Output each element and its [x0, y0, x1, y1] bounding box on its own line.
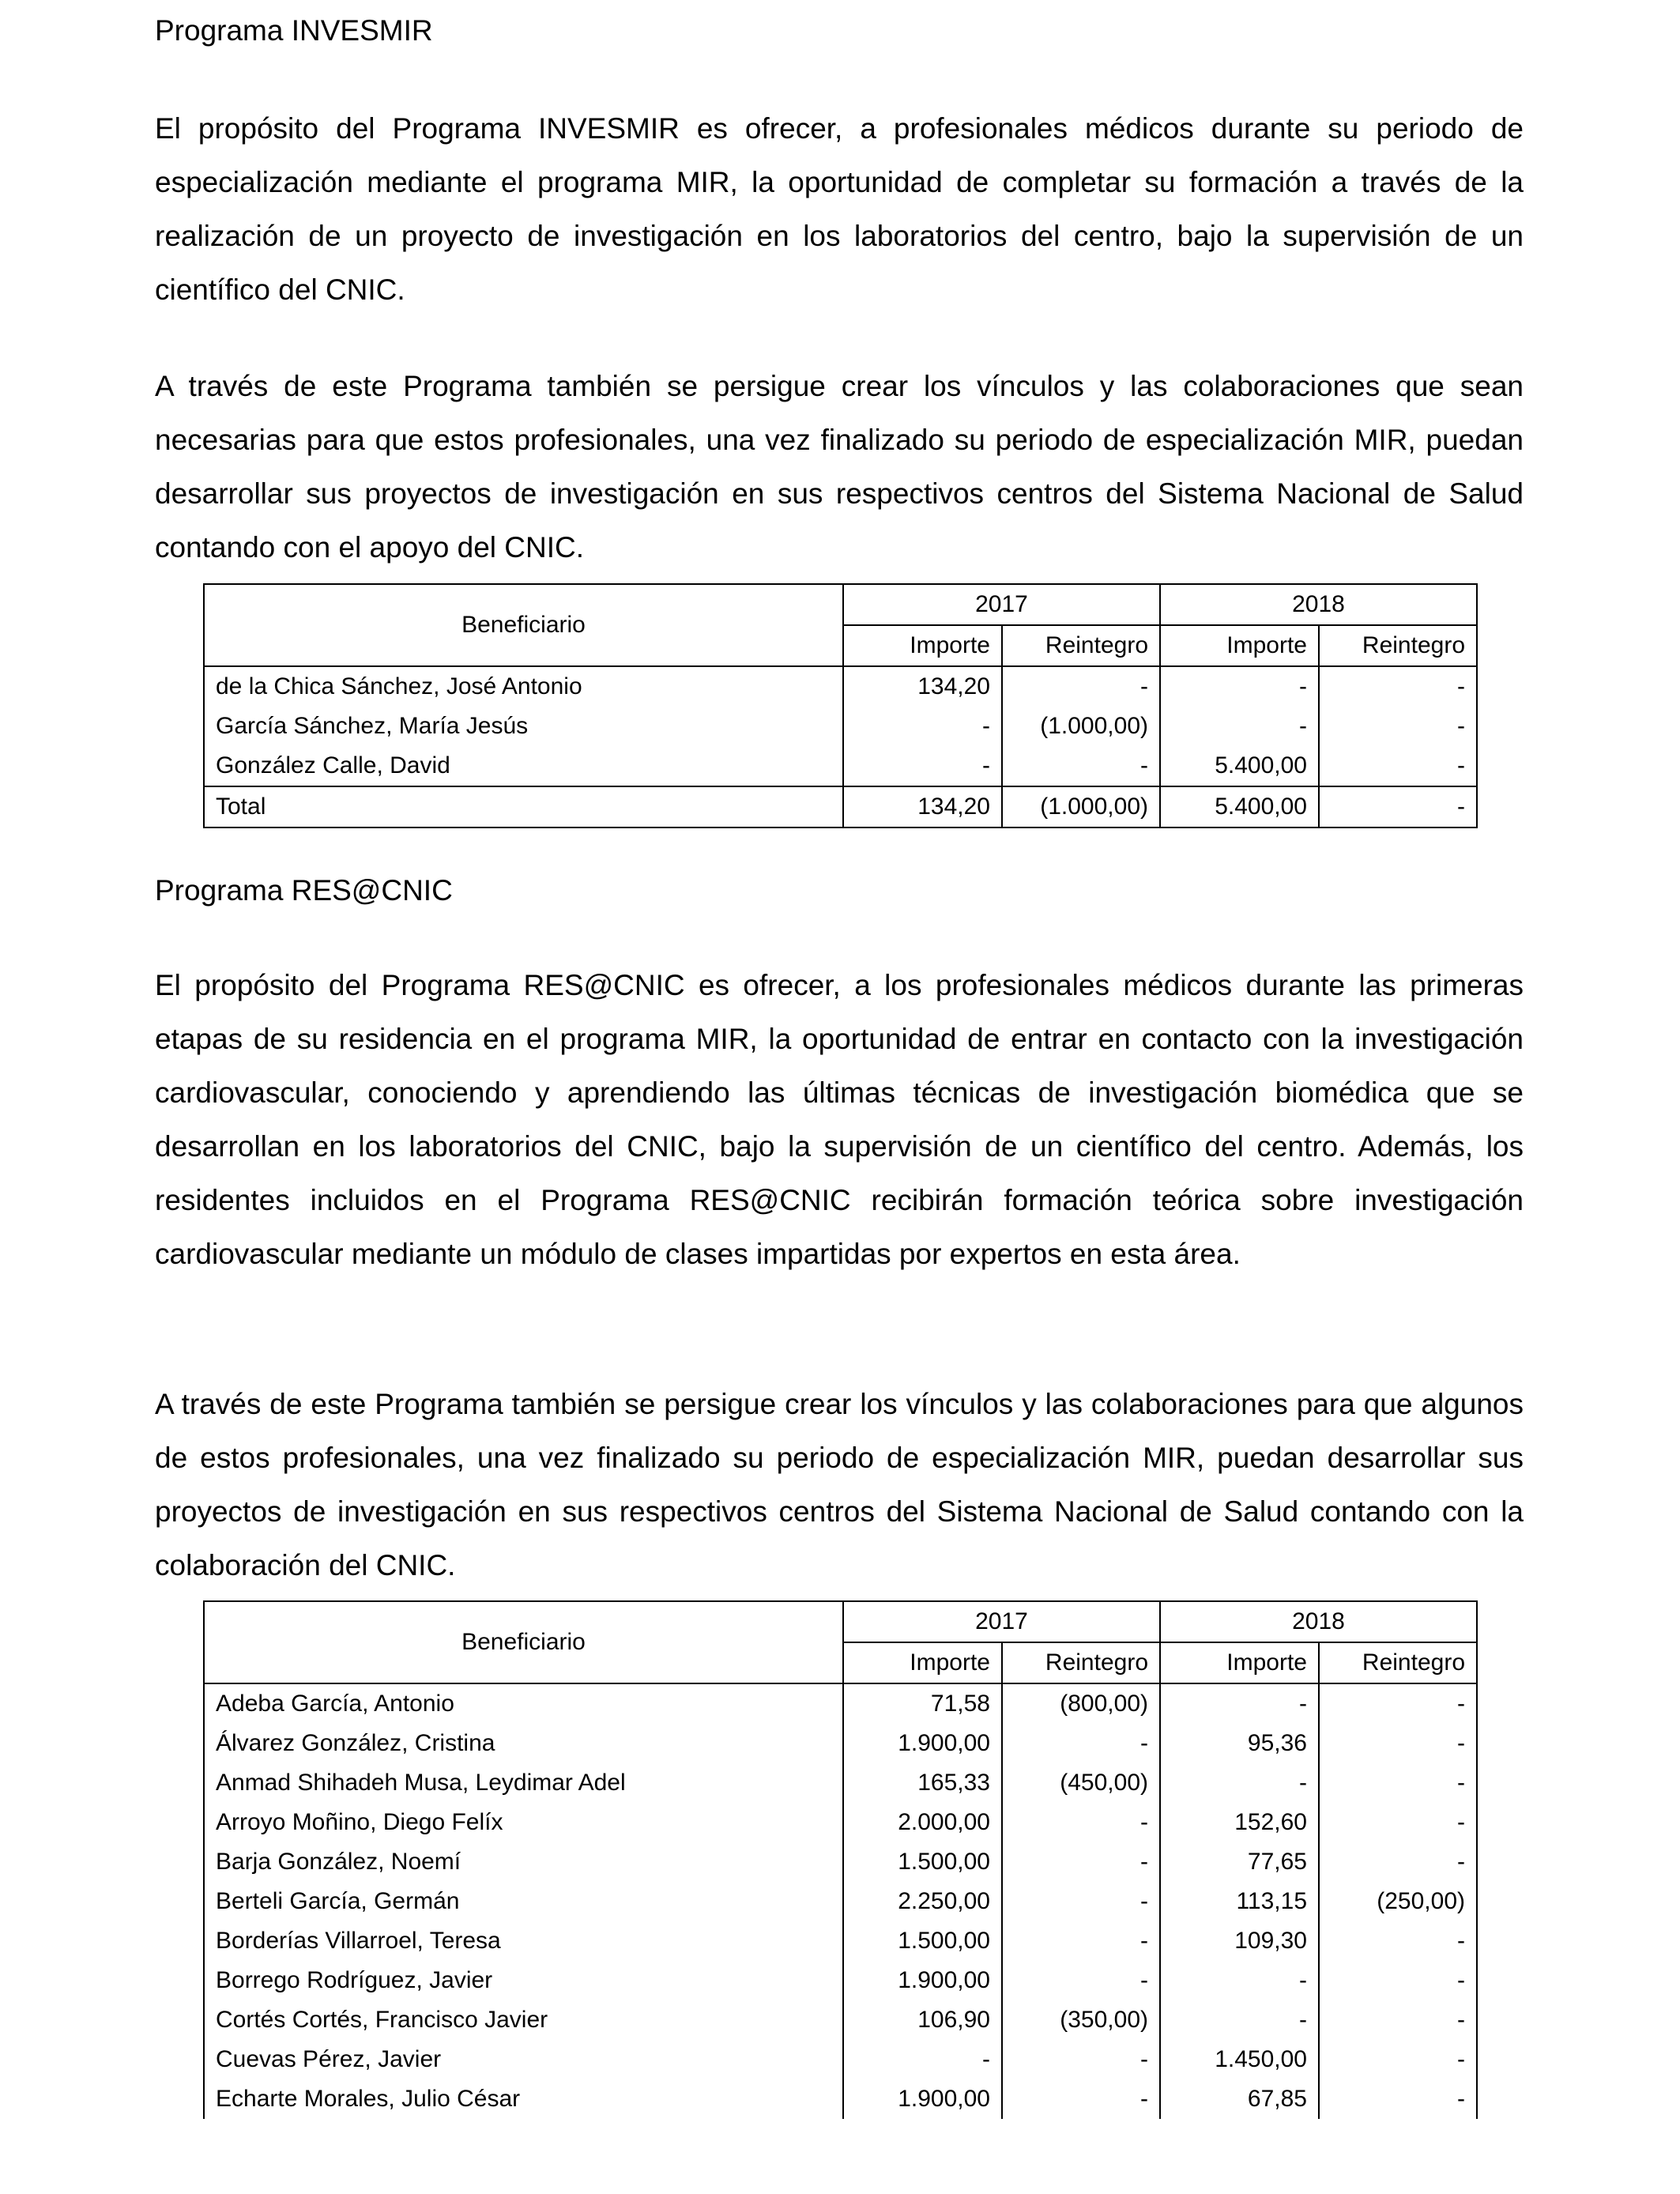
beneficiary-name: González Calle, David [204, 746, 843, 786]
reintegro-2018: - [1319, 1803, 1477, 1842]
table-row [204, 2079, 1477, 2119]
importe-2018: 113,15 [1160, 1882, 1319, 1921]
total-reintegro-2018: - [1319, 786, 1477, 827]
importe-2018: 95,36 [1160, 1724, 1319, 1763]
reintegro-2018: - [1319, 707, 1477, 746]
beneficiary-name: Echarte Morales, Julio César [204, 2079, 843, 2119]
total-reintegro-2017: (1.000,00) [1002, 786, 1160, 827]
reintegro-2017: - [1002, 1803, 1160, 1842]
importe-2017: 2.000,00 [843, 1803, 1002, 1842]
reintegro-2018: - [1319, 1724, 1477, 1763]
importe-2018: - [1160, 2000, 1319, 2040]
beneficiary-name: Borderías Villarroel, Teresa [204, 1921, 843, 1961]
rescnic-paragraph-2: A través de este Programa también se persigue crear los vínculos y las colaboraciones para que algunos de estos profesionales, una vez finalizado su periodo de especialización MIR, puedan desarrollar sus proyectos de investigación en sus respectivos centros del Sistema Nacional de Salud contando con la colaboración del CNIC. [155, 1388, 1524, 1581]
importe-2017: - [843, 2040, 1002, 2079]
reintegro-2017: - [1002, 2040, 1160, 2079]
table-row [204, 1921, 1477, 1961]
reintegro-2017: (800,00) [1002, 1683, 1160, 1724]
reintegro-2017: (450,00) [1002, 1763, 1160, 1803]
reintegro-2018-header: Reintegro [1319, 1642, 1477, 1683]
beneficiary-name: Cortés Cortés, Francisco Javier [204, 2000, 843, 2040]
importe-2017-header: Importe [843, 625, 1002, 666]
beneficiary-name: Anmad Shihadeh Musa, Leydimar Adel [204, 1763, 843, 1803]
reintegro-2018: - [1319, 2000, 1477, 2040]
importe-2017: 165,33 [843, 1763, 1002, 1803]
importe-2017: 106,90 [843, 2000, 1002, 2040]
table-row [204, 1842, 1477, 1882]
reintegro-2018: - [1319, 746, 1477, 786]
table-row [204, 746, 1477, 786]
reintegro-2018: (250,00) [1319, 1882, 1477, 1921]
importe-2017: - [843, 707, 1002, 746]
importe-2018: 77,65 [1160, 1842, 1319, 1882]
importe-2018: 67,85 [1160, 2079, 1319, 2119]
beneficiary-name: García Sánchez, María Jesús [204, 707, 843, 746]
reintegro-2018-header: Reintegro [1319, 625, 1477, 666]
year-2018-header: 2018 [1160, 1601, 1477, 1642]
reintegro-2018: - [1319, 1842, 1477, 1882]
importe-2018: - [1160, 1683, 1319, 1724]
invesmir-paragraph-1: El propósito del Programa INVESMIR es ofrecer, a profesionales médicos durante su periodo de especialización mediante el programa MIR, la oportunidad de completar su formación a través de la realización de un proyecto de investigación en los laboratorios del centro, bajo la supervisión de un científico del CNIC. [155, 112, 1524, 306]
reintegro-2017: - [1002, 1842, 1160, 1882]
importe-2018: 1.450,00 [1160, 2040, 1319, 2079]
table-row [204, 1763, 1477, 1803]
table-row [204, 666, 1477, 707]
importe-2018-header: Importe [1160, 625, 1319, 666]
importe-2018: 152,60 [1160, 1803, 1319, 1842]
beneficiary-name: Cuevas Pérez, Javier [204, 2040, 843, 2079]
importe-2018: - [1160, 1961, 1319, 2000]
invesmir-heading: Programa INVESMIR [155, 14, 433, 47]
beneficiary-name: Barja González, Noemí [204, 1842, 843, 1882]
reintegro-2017: - [1002, 746, 1160, 786]
importe-2017: 1.900,00 [843, 1724, 1002, 1763]
reintegro-2017: - [1002, 1961, 1160, 2000]
total-row [204, 786, 1477, 827]
importe-2018: - [1160, 1763, 1319, 1803]
reintegro-2017-header: Reintegro [1002, 1642, 1160, 1683]
reintegro-2017: (350,00) [1002, 2000, 1160, 2040]
beneficiary-name: Borrego Rodríguez, Javier [204, 1961, 843, 2000]
reintegro-2018: - [1319, 1921, 1477, 1961]
table-row [204, 1961, 1477, 2000]
importe-2017: 1.500,00 [843, 1921, 1002, 1961]
reintegro-2017: - [1002, 2079, 1160, 2119]
total-importe-2017: 134,20 [843, 786, 1002, 827]
reintegro-2018: - [1319, 666, 1477, 707]
table-row [204, 707, 1477, 746]
reintegro-2018: - [1319, 2040, 1477, 2079]
importe-2017: 1.500,00 [843, 1842, 1002, 1882]
reintegro-2018: - [1319, 1961, 1477, 2000]
rescnic-table [203, 1600, 1478, 2119]
table-row [204, 1882, 1477, 1921]
importe-2017: 134,20 [843, 666, 1002, 707]
total-label: Total [204, 786, 843, 827]
beneficiary-header: Beneficiario [204, 584, 843, 666]
importe-2018: 5.400,00 [1160, 746, 1319, 786]
beneficiary-name: Arroyo Moñino, Diego Felíx [204, 1803, 843, 1842]
importe-2017: 1.900,00 [843, 2079, 1002, 2119]
table-row [204, 1724, 1477, 1763]
importe-2018: - [1160, 666, 1319, 707]
importe-2017: 2.250,00 [843, 1882, 1002, 1921]
reintegro-2017-header: Reintegro [1002, 625, 1160, 666]
reintegro-2017: - [1002, 666, 1160, 707]
reintegro-2018: - [1319, 1763, 1477, 1803]
reintegro-2017: - [1002, 1724, 1160, 1763]
year-2017-header: 2017 [843, 584, 1160, 625]
table-row [204, 1803, 1477, 1842]
reintegro-2017: - [1002, 1921, 1160, 1961]
reintegro-2017: (1.000,00) [1002, 707, 1160, 746]
year-2018-header: 2018 [1160, 584, 1477, 625]
beneficiary-name: Adeba García, Antonio [204, 1683, 843, 1724]
importe-2017: 1.900,00 [843, 1961, 1002, 2000]
importe-2017: 71,58 [843, 1683, 1002, 1724]
importe-2018: 109,30 [1160, 1921, 1319, 1961]
year-2017-header: 2017 [843, 1601, 1160, 1642]
importe-2017-header: Importe [843, 1642, 1002, 1683]
invesmir-table [203, 583, 1478, 828]
beneficiary-name: de la Chica Sánchez, José Antonio [204, 666, 843, 707]
beneficiary-name: Berteli García, Germán [204, 1882, 843, 1921]
reintegro-2018: - [1319, 1683, 1477, 1724]
reintegro-2017: - [1002, 1882, 1160, 1921]
total-importe-2018: 5.400,00 [1160, 786, 1319, 827]
beneficiary-name: Álvarez González, Cristina [204, 1724, 843, 1763]
importe-2017: - [843, 746, 1002, 786]
beneficiary-header: Beneficiario [204, 1601, 843, 1683]
reintegro-2018: - [1319, 2079, 1477, 2119]
table-row [204, 1683, 1477, 1724]
rescnic-paragraph-1: El propósito del Programa RES@CNIC es ofrecer, a los profesionales médicos durante las primeras etapas de su residencia en el programa MIR, la oportunidad de entrar en contacto con la investigación cardiovascular, conociendo y aprendiendo las últimas técnicas de investigación biomédica que se desarrollan en los laboratorios del CNIC, bajo la supervisión de un científico del centro. Además, los residentes incluidos en el Programa RES@CNIC recibirán formación teórica sobre investigación cardiovascular mediante un módulo de clases impartidas por expertos en esta área. [155, 969, 1524, 1270]
importe-2018: - [1160, 707, 1319, 746]
table-row [204, 2000, 1477, 2040]
rescnic-heading: Programa RES@CNIC [155, 874, 453, 907]
invesmir-paragraph-2: A través de este Programa también se persigue crear los vínculos y las colaboraciones que sean necesarias para que estos profesionales, una vez finalizado su periodo de especialización MIR, puedan desarrollar sus proyectos de investigación en sus respectivos centros del Sistema Nacional de Salud contando con el apoyo del CNIC. [155, 370, 1524, 564]
table-row [204, 2040, 1477, 2079]
importe-2018-header: Importe [1160, 1642, 1319, 1683]
